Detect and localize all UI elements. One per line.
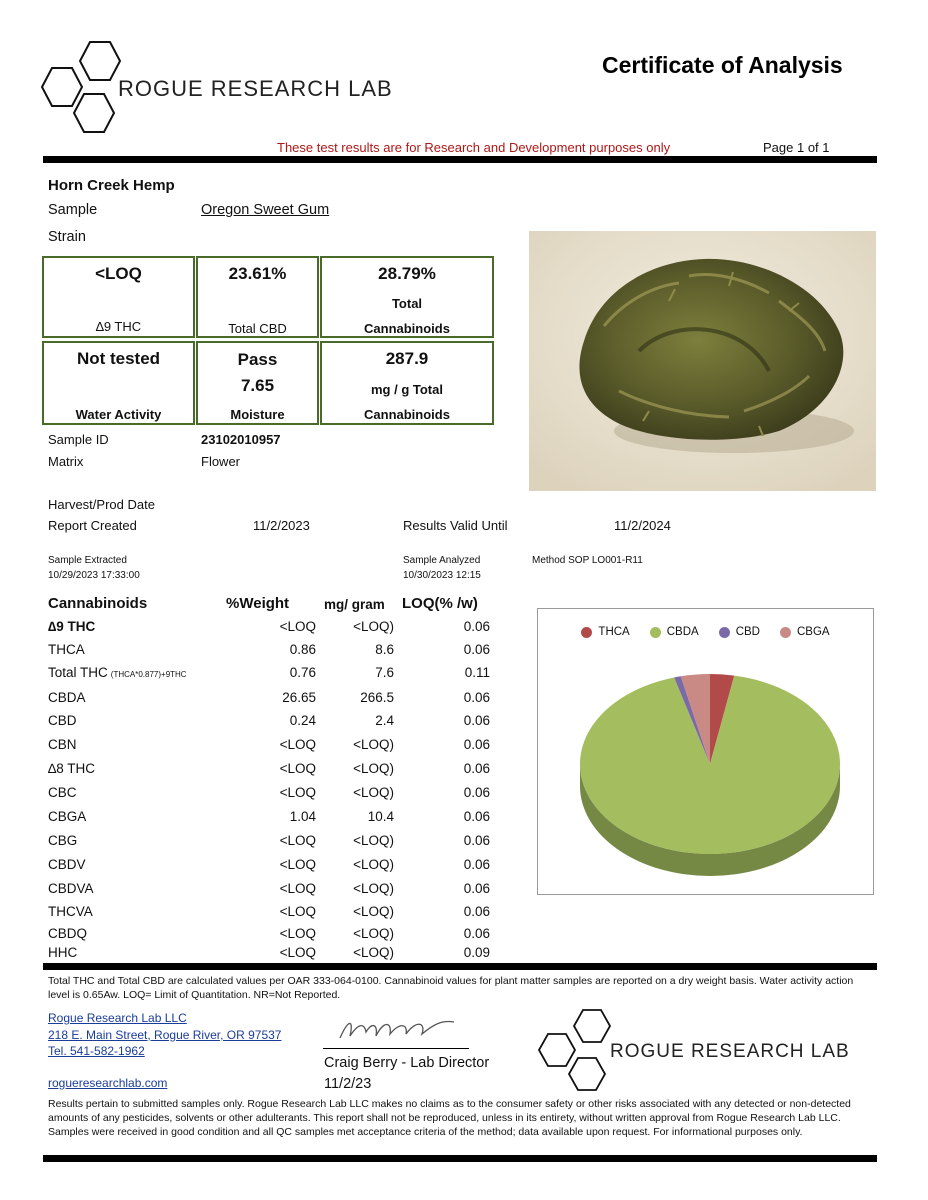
weight-value: 0.76 [289, 665, 316, 680]
signature-date: 11/2/23 [324, 1076, 372, 1092]
table-row [48, 785, 498, 807]
table-row [48, 713, 498, 735]
mg-value: 10.4 [367, 809, 394, 824]
moisture-box [196, 341, 319, 425]
weight-value: 0.86 [289, 642, 316, 657]
matrix-value: Flower [201, 454, 241, 469]
table-bottom-rule [43, 963, 877, 970]
signature-line [323, 1048, 469, 1049]
mg-value: <LOQ) [353, 619, 394, 634]
sample-label: Sample [48, 202, 98, 218]
loq-value: 0.06 [463, 881, 490, 896]
pie-chart [538, 609, 873, 894]
legend-label: CBGA [796, 626, 830, 638]
mg-total-label-2: Cannabinoids [364, 407, 450, 422]
table-row [48, 857, 498, 879]
cannabinoid-name: CBG [48, 833, 78, 848]
report-created-label: Report Created [48, 518, 137, 533]
mg-total-box [320, 341, 494, 425]
document-title: Certificate of Analysis [602, 52, 843, 78]
legend-label: CBD [735, 626, 760, 638]
weight-value: <LOQ [279, 761, 316, 776]
moisture-pass: Pass [237, 350, 278, 369]
hexagon-logo-icon [28, 40, 128, 136]
loq-value: 0.06 [463, 809, 490, 824]
cannabinoid-formula: (THCA*0.877)+9THC [110, 670, 187, 679]
loq-value: 0.11 [464, 665, 490, 680]
weight-value: <LOQ [279, 619, 316, 634]
weight-value: 1.04 [289, 809, 316, 824]
calculation-notes: Total THC and Total CBD are calculated values per OAR 333-064-0100. Cannabinoid values for plant matter samples are reported on a dry weight basis. Water activity action level is 0.65Aw. LOQ= Limit of Quantitation. NR=Not Reported. [48, 975, 854, 1001]
total-summary-box [320, 256, 494, 338]
moisture-label: Moisture [230, 407, 285, 422]
table-header-mg: mg/ gram [324, 597, 385, 612]
cbd-value: 23.61% [228, 264, 287, 283]
sample-id: 23102010957 [201, 432, 281, 447]
harvest-date-label: Harvest/Prod Date [48, 497, 155, 512]
legend-label: THCA [598, 626, 630, 638]
loq-value: 0.06 [463, 857, 490, 872]
mg-value: 8.6 [375, 642, 394, 657]
thc-summary-box [42, 256, 195, 338]
address-link[interactable]: 218 E. Main Street, Rogue River, OR 97537 [48, 1028, 282, 1042]
loq-value: 0.06 [463, 642, 490, 657]
table-header-loq: LOQ(% /w) [402, 595, 478, 612]
loq-value: 0.06 [463, 761, 490, 776]
sample-analyzed-label: Sample Analyzed [403, 555, 481, 566]
cannabinoid-name: CBDQ [48, 926, 88, 941]
loq-value: 0.09 [463, 945, 490, 960]
mg-value: <LOQ) [353, 833, 394, 848]
sample-photo [529, 231, 876, 491]
strain-label: Strain [48, 229, 86, 245]
sample-extracted-date: 10/29/2023 17:33:00 [48, 570, 140, 581]
table-row [48, 833, 498, 855]
mg-value: <LOQ) [353, 904, 394, 919]
cannabinoid-name: CBDVA [48, 881, 94, 896]
table-row [48, 690, 498, 712]
footer-lab-name: ROGUE RESEARCH LAB [610, 1041, 850, 1062]
water-activity-box [42, 341, 195, 425]
table-row [48, 619, 498, 641]
website-link[interactable]: rogueresearchlab.com [48, 1076, 168, 1090]
cannabinoid-name: Total THC (THCA*0.877)+9THC [48, 665, 187, 680]
total-label-1: Total [391, 296, 423, 311]
table-row [48, 904, 498, 926]
cannabinoid-name: ∆9 THC [48, 619, 96, 634]
loq-value: 0.06 [463, 619, 490, 634]
weight-value: 26.65 [282, 690, 316, 705]
weight-value: <LOQ [279, 926, 316, 941]
results-valid-label: Results Valid Until [403, 518, 508, 533]
phone-link[interactable]: Tel. 541-582-1962 [48, 1044, 145, 1058]
report-created-date: 11/2/2023 [253, 518, 310, 533]
signature-graphic [330, 1010, 470, 1050]
page-number: Page 1 of 1 [763, 140, 830, 155]
sample-name: Oregon Sweet Gum [201, 202, 330, 218]
mg-value: <LOQ) [353, 857, 394, 872]
mg-value: <LOQ) [353, 761, 394, 776]
mg-value: <LOQ) [353, 926, 394, 941]
cbd-label: Total CBD [228, 321, 287, 336]
sample-id-label: Sample ID [48, 432, 109, 447]
weight-value: <LOQ [279, 945, 316, 960]
cannabinoid-name: CBGA [48, 809, 87, 824]
weight-value: <LOQ [279, 833, 316, 848]
table-row [48, 642, 498, 664]
thc-label: ∆9 THC [95, 319, 142, 334]
loq-value: 0.06 [463, 713, 490, 728]
weight-value: <LOQ [279, 785, 316, 800]
company-link[interactable]: Rogue Research Lab LLC [48, 1011, 187, 1025]
moisture-value: 7.65 [240, 376, 275, 395]
weight-value: <LOQ [279, 881, 316, 896]
weight-value: 0.24 [289, 713, 316, 728]
header-rule [43, 156, 877, 163]
water-activity-label: Water Activity [75, 407, 162, 422]
cannabinoid-name: CBDV [48, 857, 86, 872]
sample-analyzed-date: 10/30/2023 12:15 [403, 570, 481, 581]
mg-value: <LOQ) [353, 881, 394, 896]
loq-value: 0.06 [463, 926, 490, 941]
loq-value: 0.06 [463, 904, 490, 919]
mg-value: 2.4 [375, 713, 394, 728]
table-row [48, 809, 498, 831]
cannabinoid-name: CBC [48, 785, 77, 800]
weight-value: <LOQ [279, 904, 316, 919]
loq-value: 0.06 [463, 785, 490, 800]
water-activity-value: Not tested [76, 349, 161, 368]
mg-total-label-1: mg / g Total [371, 382, 443, 397]
loq-value: 0.06 [463, 690, 490, 705]
cannabinoid-name: HHC [48, 945, 78, 960]
cannabinoid-name: THCA [48, 642, 85, 657]
legend-label: CBDA [666, 626, 699, 638]
research-disclaimer: These test results are for Research and Development purposes only [277, 140, 671, 155]
footer-rule [43, 1155, 877, 1162]
thc-value: <LOQ [95, 264, 142, 283]
lab-name: ROGUE RESEARCH LAB [118, 76, 393, 101]
cannabinoid-name: CBD [48, 713, 77, 728]
cannabinoid-name: ∆8 THC [48, 761, 96, 776]
loq-value: 0.06 [463, 833, 490, 848]
cannabinoid-name: CBDA [48, 690, 86, 705]
table-row [48, 737, 498, 759]
weight-value: <LOQ [279, 737, 316, 752]
table-header-cannabinoids: Cannabinoids [48, 595, 148, 612]
mg-value: 266.5 [360, 690, 394, 705]
method-sop: Method SOP LO001-R11 [532, 555, 643, 566]
mg-total-value: 287.9 [385, 349, 429, 368]
sample-extracted-label: Sample Extracted [48, 555, 127, 566]
cbd-summary-box [196, 256, 319, 338]
table-header-weight: %Weight [226, 595, 290, 612]
table-row [48, 761, 498, 783]
results-valid-date: 11/2/2024 [614, 518, 671, 533]
pie-chart-frame [537, 608, 874, 895]
signer-name: Craig Berry - Lab Director [324, 1055, 490, 1071]
loq-value: 0.06 [463, 737, 490, 752]
mg-value: <LOQ) [353, 945, 394, 960]
client-name: Horn Creek Hemp [48, 177, 175, 194]
table-row [48, 881, 498, 903]
total-label-2: Cannabinoids [364, 321, 450, 336]
mg-value: <LOQ) [353, 737, 394, 752]
total-value: 28.79% [378, 264, 436, 283]
footer-hexagon-logo-icon [528, 1008, 618, 1096]
weight-value: <LOQ [279, 857, 316, 872]
mg-value: <LOQ) [353, 785, 394, 800]
cannabinoid-name: THCVA [48, 904, 93, 919]
footer-disclaimer: Results pertain to submitted samples only. Rogue Research Lab LLC makes no claims as to the consumer safety or other risks associated with any detected or non-detected amounts of any pesticides, solvents or other adulterants. This report shall not be reproduced, unless in its entirety, without written approval from Rogue Research Lab LLC. Samples were received in good condition and all QC samples met acceptance criteria of the method; data available upon request. For informational purposes only. [48, 1098, 851, 1138]
mg-value: 7.6 [375, 665, 394, 680]
matrix-label: Matrix [48, 454, 84, 469]
table-row [48, 665, 498, 687]
cannabinoid-name: CBN [48, 737, 77, 752]
